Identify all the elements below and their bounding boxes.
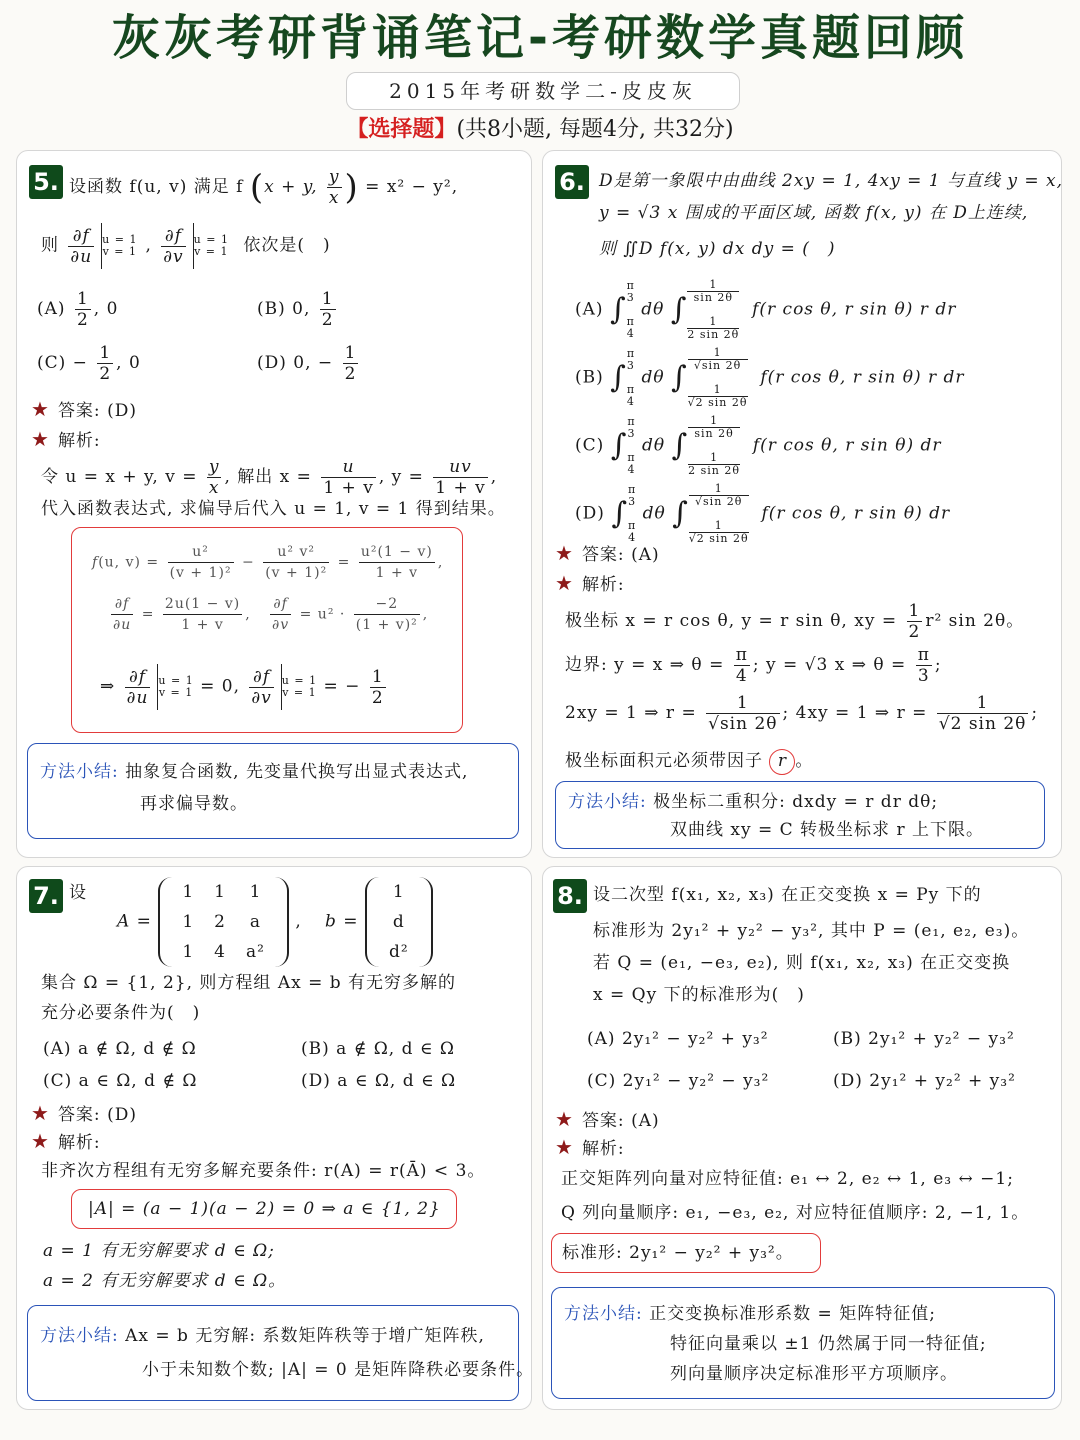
q6-option-d: (D) ∫π 3 π 4 dθ ∫ 1 √sin 2θ 1 √2 sin 2θ f(r cos θ, r sin θ) dr xyxy=(575,482,951,545)
q5-analysis-2: 代入函数表达式, 求偏导后代入 u = 1, v = 1 得到结果。 xyxy=(41,499,506,519)
q7-stem-3: 充分必要条件为( ) xyxy=(41,1003,201,1023)
star-icon: ★ xyxy=(555,1107,574,1131)
q8-stem-2: 标准形为 2y₁² + y₂² − y₃², 其中 P = (e₁, e₂, e₃)。 xyxy=(593,921,1030,941)
vector-cell: d² xyxy=(388,942,409,962)
q6-analysis-4: 极坐标面积元必须带因子 r 。 xyxy=(565,749,813,775)
q5-stem-a: 设函数 f(u, v) 满足 f xyxy=(69,177,244,197)
method-label: 方法小结: xyxy=(40,1326,119,1346)
matrix-cell: a² xyxy=(246,942,265,962)
q5-analysis-label: ★ 解析: xyxy=(31,427,101,451)
q7-vector-b: b = 1 d d² xyxy=(325,877,433,967)
matrix-A xyxy=(158,877,289,967)
q8-analysis-label: ★ 解析: xyxy=(555,1135,625,1159)
q6-option-b: (B) ∫π 3 π 4 dθ ∫ 1 √sin 2θ 1 √2 sin 2θ f(r cos θ, r sin θ) r dr xyxy=(575,346,965,409)
q7-analysis-label: ★ 解析: xyxy=(31,1129,101,1153)
q5-analysis-1: 令 u = x + y, v = $\frac{y}{x}$ , 解出 x = $\frac{u}{1 + v}$ , y = $\frac{uv}{1 + v}$ , xyxy=(41,457,498,498)
q8-option-b: (B) 2y₁² + y₂² − y₃² xyxy=(833,1029,1015,1049)
matrix-cell: 1 xyxy=(182,912,195,932)
q8-standard-form-box: 标准形: 2y₁² − y₂² + y₃²。 xyxy=(551,1233,821,1273)
star-icon: ★ xyxy=(31,1101,50,1125)
q7-matrix-a: A = 1 1 1 1 2 a 1 4 a² , xyxy=(117,877,302,967)
q6-stem-1: D是第一象限中由曲线 2xy = 1, 4xy = 1 与直线 y = x, xyxy=(599,171,1064,191)
question-8-card xyxy=(542,866,1062,1410)
q7-analysis-1: 非齐次方程组有无穷多解充要条件: r(A) = r(Ā) < 3。 xyxy=(41,1161,486,1181)
q5-stem-b: = x² − y², xyxy=(365,177,459,197)
question-6-card xyxy=(542,150,1062,858)
matrix-row xyxy=(172,937,275,967)
q6-method-summary: 方法小结: 极坐标二重积分: dxdy = r dr dθ; 双曲线 xy = C 转极坐标求 r 上下限。 xyxy=(555,781,1045,849)
q5-stem: 设函数 f(u, v) 满足 f (x + y, $\frac{y}{x}$ ) = x² − y², xyxy=(69,167,459,208)
q8-stem-3: 若 Q = (e₁, −e₃, e₂), 则 f(x₁, x₂, x₃) 在正交变换 xyxy=(593,953,1011,973)
q5-answer: ★ 答案: (D) xyxy=(31,397,137,421)
matrix-row xyxy=(172,877,275,907)
star-icon: ★ xyxy=(31,1129,50,1153)
method-label: 方法小结: xyxy=(40,762,119,782)
q6-option-a: (A) ∫π 3 π 4 dθ ∫ 1 sin 2θ 1 2 sin 2θ f(r cos θ, r sin θ) r dr xyxy=(575,278,957,341)
q7-answer: ★ 答案: (D) xyxy=(31,1101,137,1125)
section-detail: (共8小题, 每题4分, 共32分) xyxy=(456,117,734,142)
q6-stem-2: y = √3 x 围成的平面区域, 函数 f(x, y) 在 D上连续, xyxy=(599,203,1029,223)
star-icon: ★ xyxy=(31,397,50,421)
star-icon: ★ xyxy=(555,1135,574,1159)
method-label: 方法小结: xyxy=(568,792,647,812)
section-heading xyxy=(0,114,1080,146)
matrix-cell: 1 xyxy=(249,882,262,902)
q7-stem-2: 集合 Ω = {1, 2}, 则方程组 Ax = b 有无穷多解的 xyxy=(41,973,457,993)
q5-option-c: (C) − $\frac{1}{2}$ , 0 xyxy=(37,343,141,384)
q7-option-c: (C) a ∈ Ω, d ∉ Ω xyxy=(43,1071,198,1091)
q7-option-a: (A) a ∉ Ω, d ∉ Ω xyxy=(43,1039,197,1059)
q6-answer: ★ 答案: (A) xyxy=(555,541,660,565)
question-number: 6. xyxy=(555,165,589,199)
q6-option-c: (C) ∫π 3 π 4 dθ ∫ 1 sin 2θ 1 2 sin 2θ f(r cos θ, r sin θ) dr xyxy=(575,414,942,477)
star-icon: ★ xyxy=(555,571,574,595)
q5-option-d: (D) 0, − $\frac{1}{2}$ xyxy=(257,343,357,384)
q8-answer: ★ 答案: (A) xyxy=(555,1107,660,1131)
matrix-cell: 1 xyxy=(182,942,195,962)
q8-option-d: (D) 2y₁² + y₂² + y₃² xyxy=(833,1071,1016,1091)
q6-analysis-label: ★ 解析: xyxy=(555,571,625,595)
method-label: 方法小结: xyxy=(564,1304,643,1324)
question-number: 7. xyxy=(29,879,63,913)
factor-r-circle: r xyxy=(769,749,795,775)
q8-stem-4: x = Qy 下的标准形为( ) xyxy=(593,985,805,1005)
matrix-cell: 4 xyxy=(214,942,226,962)
q8-analysis-1: 正交矩阵列向量对应特征值: e₁ ↔ 2, e₂ ↔ 1, e₃ ↔ −1; xyxy=(561,1169,1014,1189)
q6-analysis-2: 边界: y = x ⇒ θ = $\frac{\pi}{4}$ ; y = √3 x ⇒ θ = $\frac{\pi}{3}$ ; xyxy=(565,645,942,686)
vector-row xyxy=(379,877,419,907)
q7-determinant-box: |A| = (a − 1)(a − 2) = 0 ⇒ a ∈ {1, 2} xyxy=(71,1189,457,1229)
q8-option-c: (C) 2y₁² − y₂² − y₃² xyxy=(587,1071,770,1091)
q5-stem-line2: 则 $\frac{\partial f}{\partial u}$ u = 1 v = 1 , $\frac{\partial f}{\partial v}$ u = 1 v = 1 依次是( ) xyxy=(41,223,331,269)
page-title: 灰灰考研背诵笔记-考研数学真题回顾 xyxy=(112,10,968,66)
matrix-cell: 2 xyxy=(214,912,226,932)
q6-analysis-1: 极坐标 x = r cos θ, y = r sin θ, xy = $\frac{1}{2}$ r² sin 2θ。 xyxy=(565,601,1025,642)
star-icon: ★ xyxy=(31,427,50,451)
q7-option-b: (B) a ∉ Ω, d ∈ Ω xyxy=(301,1039,455,1059)
question-number: 5. xyxy=(29,165,63,199)
vector-row xyxy=(379,937,419,967)
vector-b xyxy=(365,877,433,967)
q7-stem-she: 设 xyxy=(69,883,87,903)
q5-stem-d: 依次是( ) xyxy=(243,235,331,256)
q7-analysis-3: a = 2 有无穷解要求 d ∈ Ω。 xyxy=(43,1271,287,1291)
q8-method-summary: 方法小结: 正交变换标准形系数 = 矩阵特征值; 特征向量乘以 ±1 仍然属于同一特征值; 列向量顺序决定标准形平方项顺序。 xyxy=(551,1287,1055,1399)
matrix-cell: 1 xyxy=(214,882,226,902)
q5-derivation-box: f(u, v) = $\frac{\text{u²}}{\text{(v + 1)²}}$ − $\frac{\text{u² v²}}{\text{(v + 1)²}}$ = $\frac{\text{u²(1 − v)}}{1 + v}$ , $\frac{\partial f}{\partial u}$ = $\frac{2u(1 - v)}{1 + v}$ , $\frac{\partial f}{\partial v}$ = u² · $\frac{-2}{\text{(1 + v)²}}$ , ⇒ $\frac{\partial f}{\partial u}$ u = 1 v = 1 = 0, $\frac{\partial f}{\partial v}$ u = 1 v = 1 = − $\frac{1}{2}$ xyxy=(71,527,463,733)
q7-analysis-2: a = 1 有无穷解要求 d ∈ Ω; xyxy=(43,1241,275,1261)
q8-stem-1: 设二次型 f(x₁, x₂, x₃) 在正交变换 x = Py 下的 xyxy=(593,885,982,905)
q6-stem-3: 则 ∬D f(x, y) dx dy = ( ) xyxy=(599,239,836,259)
question-5-card xyxy=(16,150,532,858)
q5-option-a: (A) $\frac{1}{2}$ , 0 xyxy=(37,289,119,330)
matrix-cell: 1 xyxy=(182,882,195,902)
page-subtitle: 2015年考研数学二-皮皮灰 xyxy=(346,72,740,110)
q8-option-a: (A) 2y₁² − y₂² + y₃² xyxy=(587,1029,769,1049)
vector-row xyxy=(379,907,419,937)
star-icon: ★ xyxy=(555,541,574,565)
q5-method-summary: 方法小结: 抽象复合函数, 先变量代换写出显式表达式, 再求偏导数。 xyxy=(27,743,519,839)
q8-analysis-2: Q 列向量顺序: e₁, −e₃, e₂, 对应特征值顺序: 2, −1, 1。 xyxy=(561,1203,1030,1223)
q6-analysis-3: 2xy = 1 ⇒ r = $\frac{1}{√\sin 2\theta}$ ; 4xy = 1 ⇒ r = $\frac{1}{√2 \sin 2\theta}$ ; xyxy=(565,693,1039,734)
q5-stem-c: 则 xyxy=(41,235,59,256)
matrix-cell: a xyxy=(249,912,262,932)
q7-method-summary: 方法小结: Ax = b 无穷解: 系数矩阵秩等于增广矩阵秩, 小于未知数个数; |A| = 0 是矩阵降秩必要条件。 xyxy=(27,1305,519,1401)
vector-cell: 1 xyxy=(392,882,405,902)
q7-option-d: (D) a ∈ Ω, d ∈ Ω xyxy=(301,1071,457,1091)
vector-cell: d xyxy=(392,912,405,932)
q5-option-b: (B) 0, $\frac{1}{2}$ xyxy=(257,289,334,330)
section-label: 【选择题】 xyxy=(346,117,457,142)
question-7-card xyxy=(16,866,535,1410)
question-number: 8. xyxy=(553,879,587,913)
matrix-row xyxy=(172,907,275,937)
